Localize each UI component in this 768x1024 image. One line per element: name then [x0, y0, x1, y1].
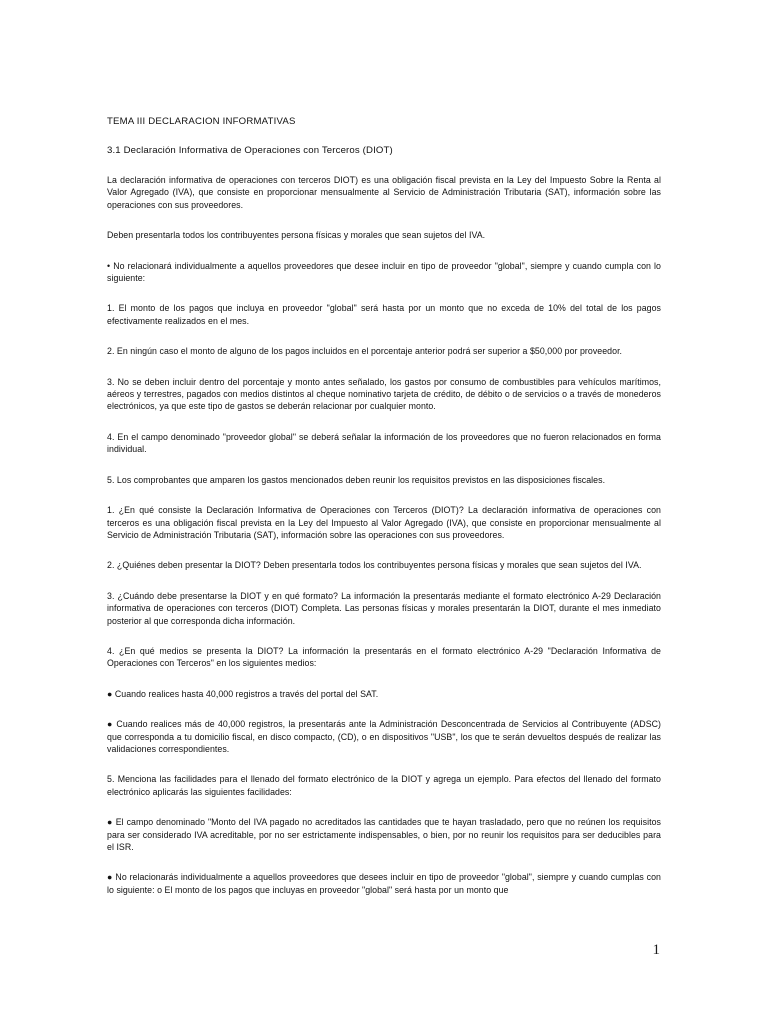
bullet-iva-field: ● El campo denominado "Monto del IVA pagado no acreditados las cantidades que te hayan trasladado, pero que no reúnen los requisitos para ser considerado IVA acreditable, por no ser estrictamente indispensables, o bien, por no reunir los requisitos para ser deducibles para el ISR. — [107, 817, 661, 852]
bullet-global-supplier: ● No relacionarás individualmente a aquellos proveedores que desees incluir en tipo de proveedor "global", siempre y cuando cumplas con lo siguiente: o El monto de los pagos que incluyas en proveedor "global" será hasta por un monto que — [107, 872, 661, 895]
paragraph-obligated: Deben presentarla todos los contribuyentes persona físicas y morales que sean sujetos del IVA. — [107, 230, 486, 241]
paragraph-intro: La declaración informativa de operaciones con terceros DIOT) es una obligación fiscal prevista en la Ley del Impuesto Sobre la Renta al Valor Agregado (IVA), que consiste en proporcionar mensualmente al Servicio de Administración Tributaria (SAT), información sobre las operaciones con sus proveedores. — [107, 175, 661, 210]
paragraph-item-1: 1. El monto de los pagos que incluya en proveedor "global" será hasta por un monto que no exceda de 10% del total de los pagos efectivamente realizados en el mes. — [107, 303, 661, 326]
bullet-portal-sat: ● Cuando realices hasta 40,000 registros a través del portal del SAT. — [107, 688, 379, 699]
paragraph-question-1: 1. ¿En qué consiste la Declaración Informativa de Operaciones con Terceros (DIOT)? La declaración informativa de operaciones con terceros es una obligación fiscal prevista en la Ley del Impuesto al Valor Agregado (IVA), que consiste en proporcionar mensualmente al Servicio de Administración Tributaria (SAT), información sobre las operaciones con sus proveedores. — [107, 505, 661, 540]
paragraph-item-4: 4. En el campo denominado "proveedor global" se deberá señalar la información de los proveedores que no fueron relacionados en forma individual. — [107, 431, 661, 455]
paragraph-item-5: 5. Los comprobantes que amparen los gastos mencionados deben reunir los requisitos previstos en las disposiciones fiscales. — [107, 474, 606, 485]
document-body — [107, 116, 661, 911]
paragraph-question-3: 3. ¿Cuándo debe presentarse la DIOT y en qué formato? La información la presentarás mediante el formato electrónico A-29 Declaración informativa de operaciones con terceros (DIOT) Completa. Las personas físicas y morales presentarán la DIOT, durante el mes inmediato posterior al que corresponda dicha información. — [107, 590, 661, 626]
paragraph-question-5: 5. Menciona las facilidades para el llenado del formato electrónico de la DIOT y agrega un ejemplo. Para efectos del llenado del formato electrónico aplicarás las siguientes facilidades: — [107, 774, 661, 797]
paragraph-item-2: 2. En ningún caso el monto de alguno de los pagos incluidos en el porcentaje anterior podrá ser superior a $50,000 por proveedor. — [107, 346, 623, 357]
paragraph-item-3: 3. No se deben incluir dentro del porcentaje y monto antes señalado, los gastos por consumo de combustibles para vehículos marítimos, aéreos y terrestres, pagados con medios distintos al cheque nominativo tarjeta de crédito, de débito o de servicios o a través de monederos electrónicos, ya que este tipo de gastos se deberán relacionar por cualquier monto. — [107, 376, 661, 412]
paragraph-question-2: 2. ¿Quiénes deben presentar la DIOT? Deben presentarla todos los contribuyentes persona físicas y morales que sean sujetos del IVA. — [107, 560, 642, 571]
section-heading: 3.1 Declaración Informativa de Operaciones con Terceros (DIOT) — [107, 145, 393, 156]
paragraph-global-supplier: • No relacionará individualmente a aquellos proveedores que desee incluir en tipo de proveedor "global", siempre y cuando cumpla con lo siguiente: — [107, 260, 661, 284]
page-number: 1 — [652, 942, 660, 958]
paragraph-question-4: 4. ¿En qué medios se presenta la DIOT? La información la presentarás en el formato electrónico A-29 "Declaración Informativa de Operaciones con Terceros" en los siguientes medios: — [107, 645, 661, 669]
document-title: TEMA III DECLARACION INFORMATIVAS — [107, 116, 296, 127]
bullet-adsc-delivery: ● Cuando realices más de 40,000 registros, la presentarás ante la Administración Desconcentrada de Servicios al Contribuyente (ADSC) que corresponda a tu domicilio fiscal, en disco compacto, (CD), o en dispositivos "USB", los que te serán devueltos después de realizar las validaciones correspondientes. — [107, 719, 661, 754]
